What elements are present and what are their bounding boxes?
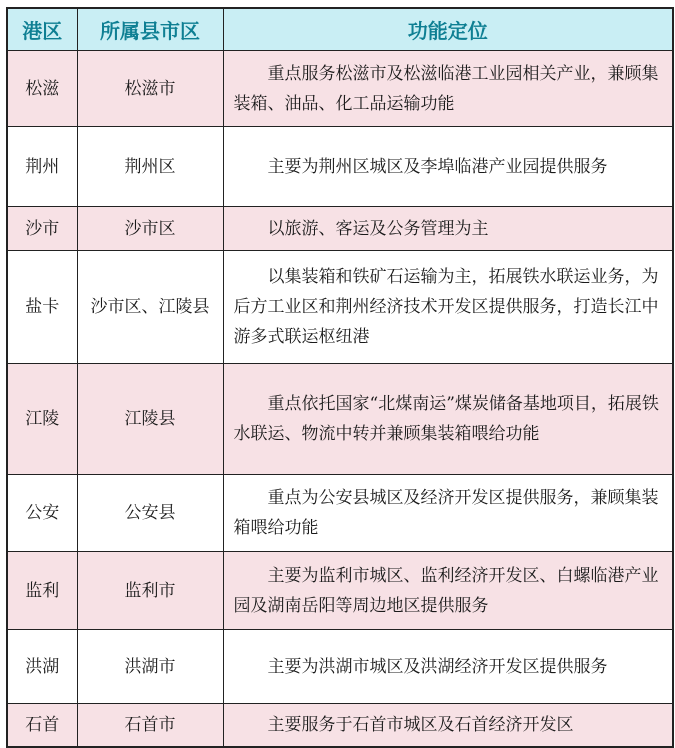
- table-row: [7, 51, 673, 127]
- table-row: [7, 251, 673, 364]
- function-text: 主要为荆州区城区及李埠临港产业园提供服务: [267, 156, 608, 177]
- table-row: [7, 127, 673, 207]
- function-text: 重点服务松滋市及松滋临港工业园相关产业，兼顾集装箱、油品、化工品运输功能: [233, 63, 659, 114]
- table-row: [7, 475, 673, 552]
- port-function-table: [6, 7, 674, 748]
- header-function: 功能定位: [223, 8, 673, 51]
- function-cell: [223, 127, 673, 207]
- table-row: [7, 207, 673, 251]
- function-cell: [223, 207, 673, 251]
- port-cell: 洪湖: [7, 630, 77, 704]
- county-cell: 沙市区: [77, 207, 223, 251]
- port-cell: 盐卡: [7, 251, 77, 364]
- port-cell: 松滋: [7, 51, 77, 127]
- table-row: [7, 552, 673, 630]
- port-cell: 石首: [7, 704, 77, 748]
- county-cell: 江陵县: [77, 364, 223, 475]
- county-cell: 沙市区、江陵县: [77, 251, 223, 364]
- county-cell: 松滋市: [77, 51, 223, 127]
- function-text: 主要为监利市城区、监利经济开发区、白螺临港产业园及湖南岳阳等周边地区提供服务: [233, 565, 659, 616]
- function-text: 重点为公安县城区及经济开发区提供服务，兼顾集装箱喂给功能: [233, 488, 659, 538]
- function-text: 以集装箱和铁矿石运输为主，拓展铁水联运业务，为后方工业区和荆州经济技术开发区提供服务，打造长江中游多式联运枢纽港: [233, 267, 659, 347]
- county-cell: 洪湖市: [77, 630, 223, 704]
- port-cell: 监利: [7, 552, 77, 630]
- county-cell: 监利市: [77, 552, 223, 630]
- port-cell: 江陵: [7, 364, 77, 475]
- table-header-row: [7, 8, 673, 51]
- table-row: [7, 704, 673, 748]
- header-county: 所属县市区: [77, 8, 223, 51]
- function-cell: [223, 51, 673, 127]
- function-text: 重点依托国家“北煤南运”煤炭储备基地项目，拓展铁水联运、物流中转并兼顾集装箱喂给功能: [233, 394, 659, 444]
- port-cell: 沙市: [7, 207, 77, 251]
- county-cell: 石首市: [77, 704, 223, 748]
- function-cell: [223, 552, 673, 630]
- county-cell: 公安县: [77, 475, 223, 552]
- function-text: 主要为洪湖市城区及洪湖经济开发区提供服务: [267, 656, 608, 677]
- function-cell: [223, 704, 673, 748]
- function-cell: [223, 630, 673, 704]
- port-cell: 荆州: [7, 127, 77, 207]
- table-row: [7, 364, 673, 475]
- county-cell: 荆州区: [77, 127, 223, 207]
- table-row: [7, 630, 673, 704]
- port-cell: 公安: [7, 475, 77, 552]
- function-cell: [223, 475, 673, 552]
- function-text: 主要服务于石首市城区及石首经济开发区: [267, 715, 574, 735]
- function-text: 以旅游、客运及公务管理为主: [267, 218, 489, 239]
- function-cell: [223, 364, 673, 475]
- function-cell: [223, 251, 673, 364]
- header-port: 港区: [7, 8, 77, 51]
